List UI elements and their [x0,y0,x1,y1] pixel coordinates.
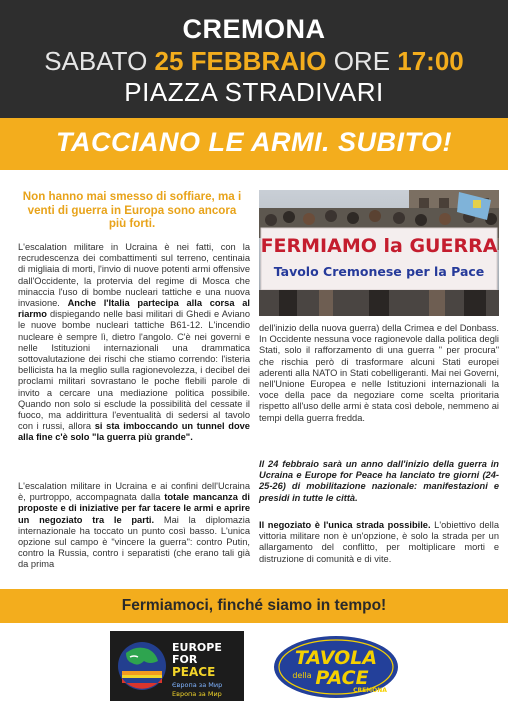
event-date: 25 FEBBRAIO [154,46,327,76]
tavola-della-pace-emblem [272,634,400,700]
protest-photo-illustration [259,190,499,316]
efp-line2: FOR [172,653,198,666]
p2-text-a: L'escalation militare in Ucraina e ai confini dell'Ucraina è, purtroppo, accompagnata dalla [18,481,250,503]
article-paragraph-3: dell'inizio della nuova guerra) della Crimea e del Donbass. In Occidente nessuna voce ragionevole dalla politica degli Stati, solo il rafforzamento di una guerra " per procura" che rischia però di trasformare alcuni Stati europei aderenti alla NATO in Stati cobelligeranti. Mai nei Governi, nell'Unione Europea e nelle Istituzioni internazionali la voce della pace da negoziare come scelta prioritaria rispetto all'uso delle armi è stata così debole, nemmeno ai tempi della guerra fredda. [259,323,499,423]
efp-line1: EUROPE [172,641,222,654]
tavola-della-pace-logo [272,634,400,700]
tavola-city: CREMONA [353,687,387,694]
article-paragraph-4: Il 24 febbraio sarà un anno dall'inizio della guerra in Ucraina e Europe for Peace ha lanciato tre giorni (24-25-26) di mobilitazione nazionale: manifestazioni e presidi in tutte le città. [259,459,499,503]
p1-bold-d: si sta imboccando un tunnel dove alla fine c'è solo "la guerra più grande". [18,421,250,443]
tavola-word2: PACE [315,667,369,689]
p2-bold-b: totale mancanza di proposte e di iniziative per far tacere le armi e aprire un negoziato tra le parti. [18,492,250,525]
efp-ru: Европа за Мир [172,690,222,698]
tavola-della: della [292,671,312,680]
p1-bold-b: Anche l'Italia partecipa alla corsa al riarmo [18,298,250,320]
tavola-word1: TAVOLA [294,647,378,669]
event-ore-label: ORE [333,46,391,76]
p1-text-a: L'escalation militare in Ucraina è nei fatti, con la recrudescenza dei combattimenti sul terreno, centinaia di migliaia di morti, l'invio di nuove potenti armi offensive dall'Occidente, la protervia del regime di Mosca che minaccia l'uso di bombe nucleari tattiche e una nuova invasione. [18,242,250,309]
p2-text-c: Mai la diplomazia internazionale ha toccato un punto così basso. L'unica opzione sul campo è "vincere la guerra": contro Putin, contro la Russia, contro i separatisti (che erano tali già da prima [18,514,250,570]
intro-text: Non hanno mai smesso di soffiare, ma i venti di guerra in Europa sono ancora più forti. [22,190,242,230]
protest-photo [259,190,499,316]
title-banner [0,118,508,170]
event-day: SABATO [44,46,148,76]
article-paragraph-2 [18,481,250,571]
p5-bold-a: Il negoziato è l'unica strada possibile. [259,520,431,530]
europe-for-peace-emblem [110,631,244,701]
article-paragraph-5 [259,520,499,565]
article-paragraph-1 [18,242,250,444]
event-city: CREMONA [182,14,326,44]
efp-line3: PEACE [172,665,216,679]
slogan-text: Fermiamoci, finché siamo in tempo! [121,597,387,614]
event-time: 17:00 [397,46,464,76]
photo-banner-line2: Tavolo Cremonese per la Pace [273,264,485,279]
event-datetime [0,46,508,77]
europe-for-peace-logo [110,631,244,701]
slogan-bar [0,589,508,623]
event-place: PIAZZA STRADIVARI [124,77,384,107]
p1-text-c: dispiegando nelle basi militari di Ghedi e Aviano le nuove bombe nucleari tattiche B61-12. L'incendio nucleare è sempre lì, dietro l'angolo. C'è nei governi e nelle Istituzioni internazionali una drammatica sottovalutazione dei rischi che stiamo correndo: l'isteria bellicista ha la meglio sulla ragionevolezza, i decibel dei proclami militari sovrastano le poche flebili parole di invito a cercare una mediazione politica possibile. Quando non solo si esclude la possibilità del cessate il fuoco, ma addirittura l'eventualità di sedersi al tavolo con i russi, allora [18,309,250,432]
event-header [0,0,508,118]
main-title: TACCIANO LE ARMI. SUBITO! [56,127,452,157]
efp-ua: Європа за Мир [172,681,223,689]
photo-banner-line1: FERMIAMO la GUERRA [260,235,498,257]
p5-text-b: L'obiettivo della vittoria militare non è un'opzione, è solo la strada per un allargamento del conflitto, per moltiplicare morti e distruzione di comunità e di vite. [259,520,499,564]
